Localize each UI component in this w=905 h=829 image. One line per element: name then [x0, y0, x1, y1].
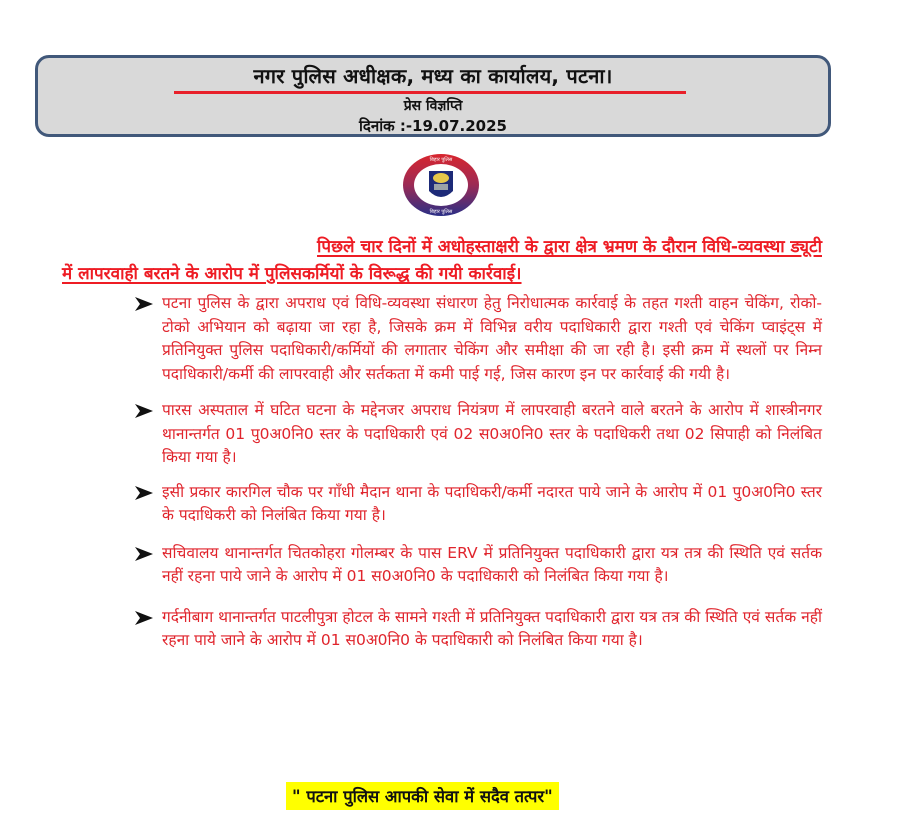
list-item	[132, 542, 822, 589]
bullet-text: पटना पुलिस के द्वारा अपराध एवं विधि-व्यवस्था संधारण हेतु निरोधात्मक कार्रवाई के तहत गश्ती वाहन चेकिंग, रोको-टोको अभियान को बढ़ाया जा रहा है, जिसके क्रम में विभिन्न वरीय पदाधिकारी द्वारा गश्ती एवं चेकिंग प्वाइंट्स में प्रतिनियुक्त पुलिस पदाधिकारी/कर्मियों की लगातार चेकिंग और समीक्षा की जा रही है। इसी क्रम में स्थलों पर निम्न पदाधिकारी/कर्मी की लापरवाही और सर्तकता में कमी पाई गई, जिस कारण इन पर कार्रवाई की गयी है।	[162, 294, 822, 383]
release-date: दिनांक :-19.07.2025	[359, 117, 507, 135]
arrowhead-bullet-icon	[134, 610, 154, 626]
tagline-highlight: " पटना पुलिस आपकी सेवा में सदैव तत्पर"	[286, 782, 559, 810]
arrowhead-bullet-icon	[134, 485, 154, 501]
svg-text:बिहार पुलिस: बिहार पुलिस	[429, 157, 453, 163]
bullet-list	[132, 292, 822, 653]
title-underline-rule	[174, 91, 686, 94]
headline-line-2: में लापरवाही बरतने के आरोप में पुलिसकर्मियों के विरूद्ध की गयी कार्रवाई।	[62, 264, 522, 284]
office-header-box	[35, 55, 831, 137]
list-item	[132, 399, 822, 470]
list-item	[132, 481, 822, 528]
bullet-text: इसी प्रकार कारगिल चौक पर गाँधी मैदान थाना के पदाधिकरी/कर्मी नदारत पाये जाने के आरोप में 01 पु0अ0नि0 स्तर के पदाधिकरी को निलंबित किया गया है।	[162, 482, 822, 524]
office-title: नगर पुलिस अधीक्षक, मध्य का कार्यालय, पटना।	[253, 64, 613, 88]
list-item	[132, 606, 822, 653]
bullet-text: पारस अस्पताल में घटित घटना के मद्देनजर अपराध नियंत्रण में लापरवाही बरतने वाले बरतने के आरोप में शास्त्रीनगर थानान्तर्गत 01 पु0अ0नि0 स्तर के पदाधिकारी एवं 02 स0अ0नि0 स्तर के पदाधिकरी तथा 02 सिपाही को निलंबित किया गया है।	[162, 401, 822, 466]
arrowhead-bullet-icon	[134, 403, 154, 419]
headline	[62, 234, 822, 288]
bihar-police-emblem-icon	[399, 151, 483, 219]
headline-line-1: पिछले चार दिनों में अधोहस्ताक्षरी के द्वारा क्षेत्र भ्रमण के दौरान विधि-व्यवस्था ड्यूटी	[317, 237, 822, 257]
bullet-text: सचिवालय थानान्तर्गत चितकोहरा गोलम्बर के पास ERV में प्रतिनियुक्त पदाधिकारी द्वारा यत्र तत्र की स्थिति एवं सर्तक नहीं रहना पाये जाने के आरोप में 01 स0अ0नि0 के पदाधिकारी को निलंबित किया गया है।	[162, 543, 822, 585]
press-release-label: प्रेस विज्ञप्ति	[403, 98, 463, 114]
bullet-text: गर्दनीबाग थानान्तर्गत पाटलीपुत्रा होटल के सामने गश्ती में प्रतिनियुक्त पदाधिकारी द्वारा यत्र तत्र की स्थिति एवं सर्तक नहीं रहना पाये जाने के आरोप में 01 स0अ0नि0 के पदाधिकारी को निलंबित किया गया है।	[162, 607, 822, 649]
arrowhead-bullet-icon	[134, 546, 154, 562]
list-item	[132, 292, 822, 386]
svg-text:बिहार पुलिस: बिहार पुलिस	[429, 209, 453, 215]
arrowhead-bullet-icon	[134, 296, 154, 312]
